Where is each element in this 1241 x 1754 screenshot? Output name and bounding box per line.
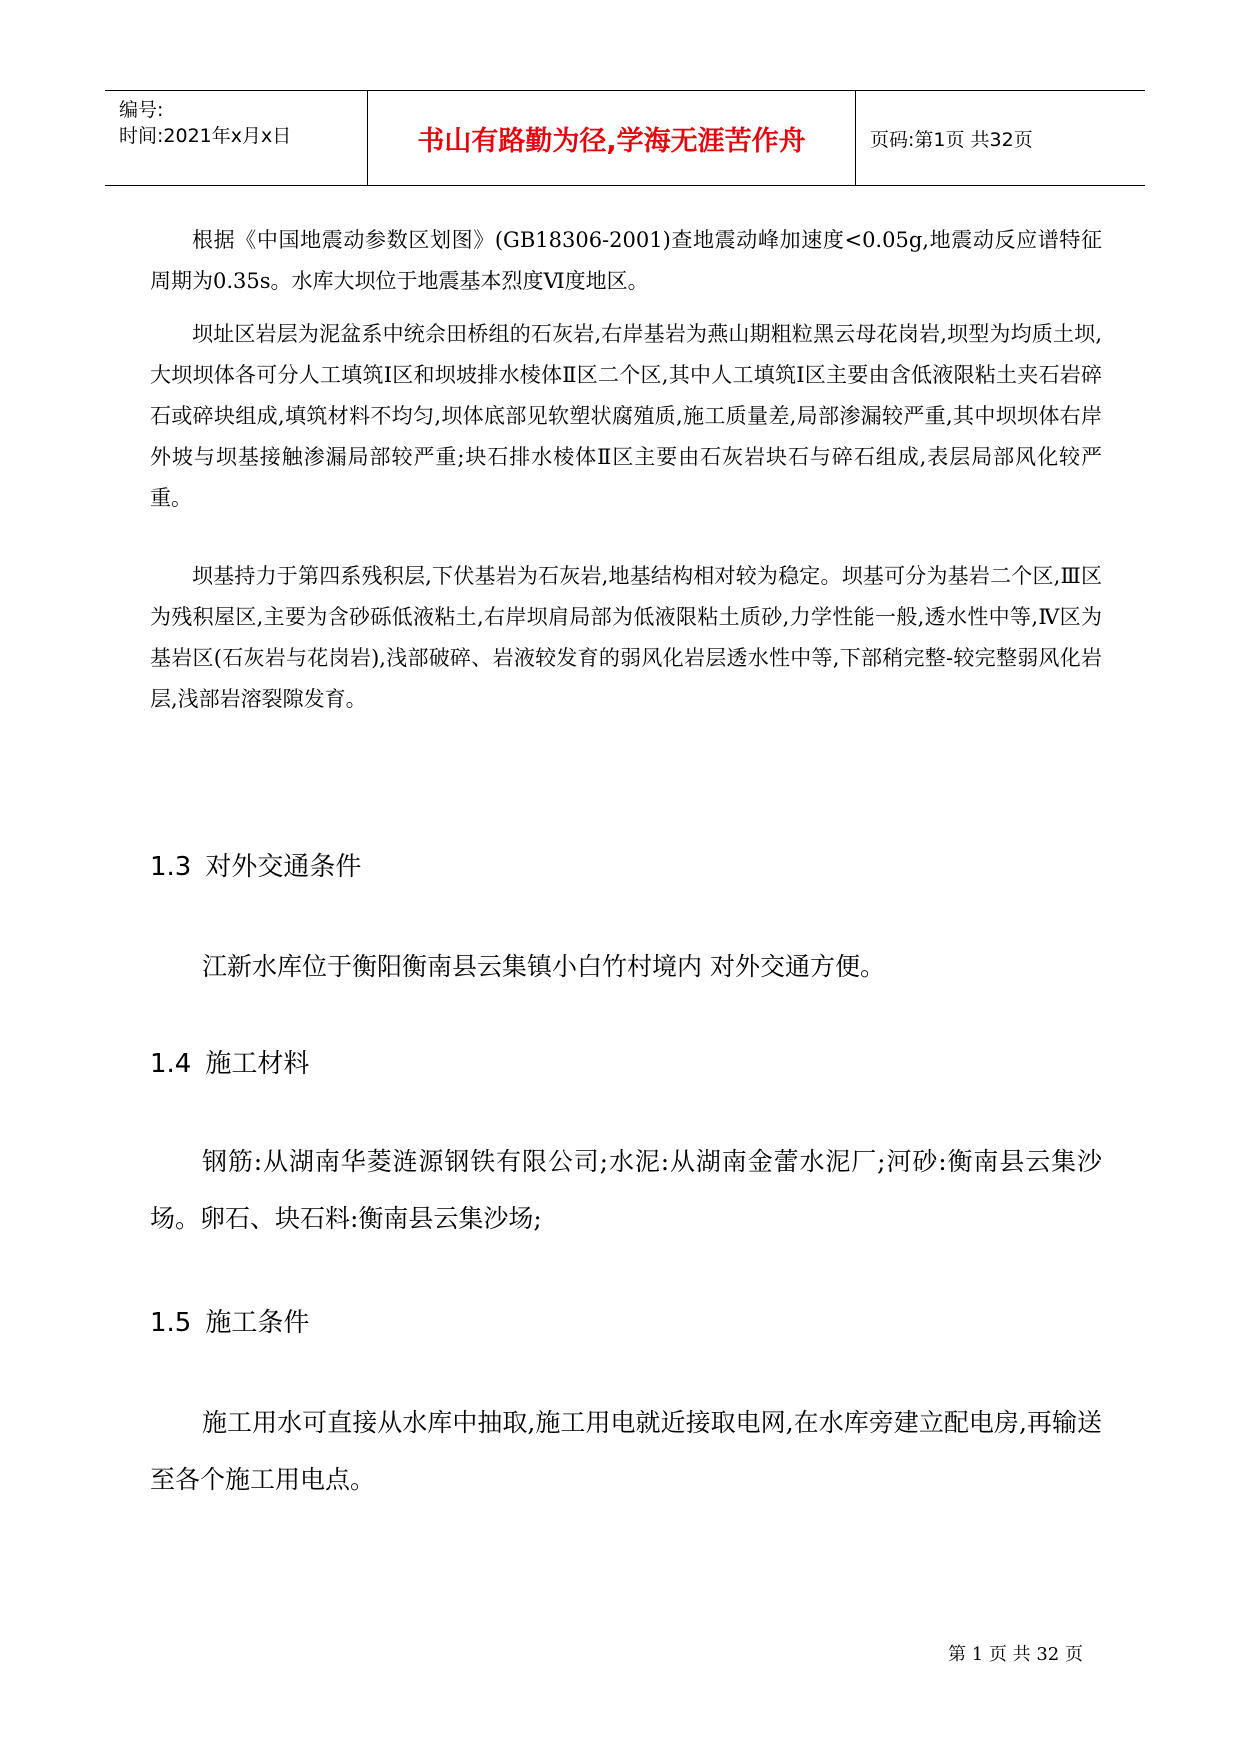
header-meta-cell [105, 91, 367, 185]
header-motto-cell [367, 91, 856, 185]
section-number: 1.5 [150, 1308, 192, 1338]
date-line: 时间:2021年x月x日 [119, 125, 292, 147]
section-heading-1-5 [150, 1302, 309, 1339]
paragraph-transport: 江新水库位于衡阳衡南县云集镇小白竹村境内 对外交通方便。 [202, 952, 885, 981]
paragraph-foundation: 坝基持力于第四系残积层,下伏基岩为石灰岩,地基结构相对较为稳定。坝基可分为基岩二个区,Ⅲ区为残积屋区,主要为含砂砾低液粘土,右岸坝肩局部为低液限粘土质砂,力学性能一般,透水性中等,Ⅳ区为基岩区(石灰岩与花岗岩),浅部破碎、岩液较发育的弱风化岩层透水性中等,下部稍完整-较完整弱风化岩层,浅部岩溶裂隙发育。 [150, 564, 1102, 711]
header-page-cell [856, 91, 1145, 185]
page-footer-number: 第 1 页 共 32 页 [948, 1644, 1083, 1665]
section-title: 施工材料 [205, 1049, 310, 1079]
serial-number-label: 编号: [119, 99, 164, 121]
page-header [105, 90, 1145, 186]
paragraph-dam-geology: 坝址区岩层为泥盆系中统佘田桥组的石灰岩,右岸基岩为燕山期粗粒黑云母花岗岩,坝型为均质土坝,大坝坝体各可分人工填筑Ⅰ区和坝坡排水棱体Ⅱ区二个区,其中人工填筑Ⅰ区主要由含低液限粘土夹石岩碎石或碎块组成,填筑材料不均匀,坝体底部见软塑状腐殖质,施工质量差,局部渗漏较严重,其中坝坝体右岸外坡与坝基接触渗漏局部较严重;块石排水棱体Ⅱ区主要由石灰岩块石与碎石组成,表层局部风化较严重。 [150, 322, 1102, 510]
section-title: 施工条件 [205, 1308, 310, 1338]
header-page-info: 页码:第1页 共32页 [870, 129, 1033, 151]
paragraph-materials: 钢筋:从湖南华菱涟源钢铁有限公司;水泥:从湖南金蕾水泥厂;河砂:衡南县云集沙场。卵石、块石料:衡南县云集沙场; [150, 1147, 1102, 1233]
header-motto: 书山有路勤为径,学海无涯苦作舟 [417, 126, 806, 157]
section-heading-1-3 [150, 846, 361, 883]
section-title: 对外交通条件 [205, 852, 362, 882]
section-heading-1-4 [150, 1043, 309, 1080]
section-number: 1.4 [150, 1049, 192, 1079]
paragraph-conditions: 施工用水可直接从水库中抽取,施工用电就近接取电网,在水库旁建立配电房,再输送至各个施工用电点。 [150, 1408, 1102, 1494]
paragraph-seismic: 根据《中国地震动参数区划图》(GB18306-2001)查地震动峰加速度<0.05g,地震动反应谱特征周期为0.35s。水库大坝位于地震基本烈度Ⅵ度地区。 [150, 228, 1102, 293]
section-number: 1.3 [150, 852, 192, 882]
